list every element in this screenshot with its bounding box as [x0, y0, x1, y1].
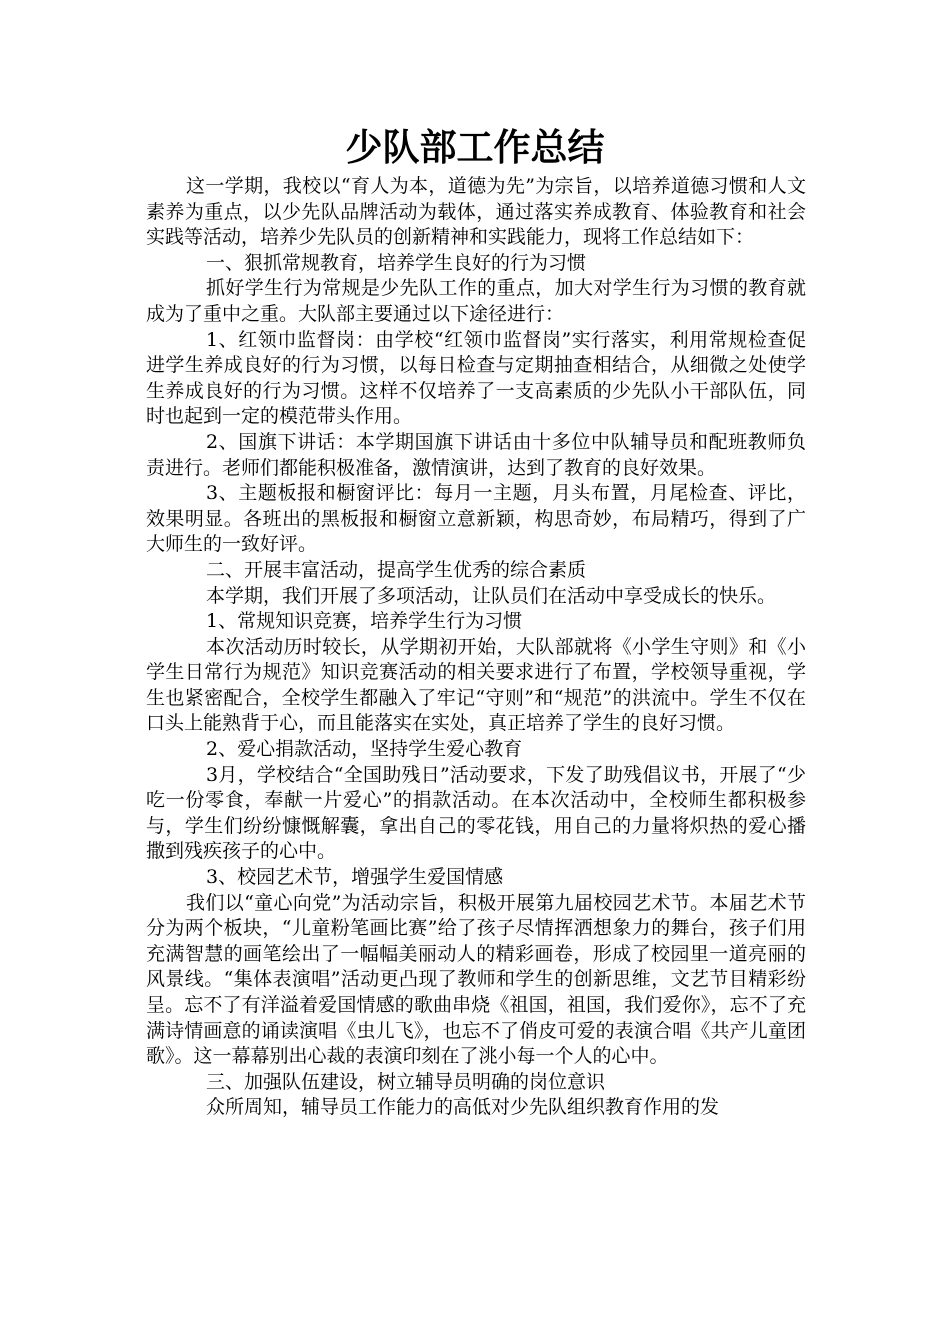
- paragraph: 我们以“童心向党”为活动宗旨，积极开展第九届校园艺术节。本届艺术节分为两个板块，“儿童粉笔画比赛”给了孩子尽情挥洒想象力的舞台，孩子们用充满智慧的画笔绘出了一幅幅美丽动人的精彩画卷，形成了校园里一道亮丽的风景线。“集体表演唱”活动更凸现了教师和学生的创新思维，文艺节目精彩纷呈。忘不了有洋溢着爱国情感的歌曲串烧《祖国，祖国，我们爱你》，忘不了充满诗情画意的诵读演唱《虫儿飞》，也忘不了俏皮可爱的表演合唱《共产儿童团歌》。这一幕幕别出心裁的表演印刻在了洮小每一个人的心中。: [146, 891, 806, 1068]
- paragraph: 本学期，我们开展了多项活动，让队员们在活动中享受成长的快乐。: [206, 584, 777, 607]
- paragraph: 3、主题板报和橱窗评比：每月一主题，月头布置，月尾检查、评比，效果明显。各班出的黑板报和橱窗立意新颖，构思奇妙，布局精巧，得到了广大师生的一致好评。: [146, 482, 806, 556]
- section-heading: 三、加强队伍建设，树立辅导员明确的岗位意识: [206, 1070, 606, 1093]
- subsection-heading: 1、常规知识竞赛，培养学生行为习惯: [206, 610, 523, 633]
- section-heading: 一、狠抓常规教育，培养学生良好的行为习惯: [206, 251, 587, 274]
- subsection-heading: 2、爱心捐款活动，坚持学生爱心教育: [206, 738, 523, 761]
- paragraph: 1、红领巾监督岗：由学校“红领巾监督岗”实行落实，利用常规检查促进学生养成良好的行为习惯，以每日检查与定期抽查相结合，从细微之处使学生养成良好的行为习惯。这样不仅培养了一支高素质的少先队小干部队伍，同时也起到一定的模范带头作用。: [146, 328, 806, 428]
- paragraph: 本次活动历时较长，从学期初开始，大队部就将《小学生守则》和《小学生日常行为规范》知识竞赛活动的相关要求进行了布置，学校领导重视，学生也紧密配合，全校学生都融入了牢记“守则”和“规范”的洪流中。学生不仅在口头上能熟背于心，而且能落实在实处，真正培养了学生的良好习惯。: [146, 635, 806, 735]
- section-heading: 二、开展丰富活动，提高学生优秀的综合素质: [206, 558, 587, 581]
- paragraph: 这一学期，我校以“育人为本，道德为先”为宗旨，以培养道德习惯和人文素养为重点，以少先队品牌活动为载体，通过落实养成教育、体验教育和社会实践等活动，培养少先队员的创新精神和实践能力，现将工作总结如下：: [146, 175, 806, 249]
- paragraph: 抓好学生行为常规是少先队工作的重点，加大对学生行为习惯的教育就成为了重中之重。大队部主要通过以下途径进行：: [146, 277, 806, 325]
- paragraph: 2、国旗下讲话：本学期国旗下讲话由十多位中队辅导员和配班教师负责进行。老师们都能积极准备，激情演讲，达到了教育的良好效果。: [146, 430, 806, 479]
- document-body: [146, 174, 806, 1121]
- paragraph: 众所周知，辅导员工作能力的高低对少先队组织教育作用的发: [206, 1096, 720, 1119]
- subsection-heading: 3、校园艺术节，增强学生爱国情感: [206, 866, 504, 889]
- document-title: 少队部工作总结: [345, 126, 605, 169]
- paragraph: 3月，学校结合“全国助残日”活动要求，下发了助残倡议书，开展了“少吃一份零食，奉献一片爱心”的捐款活动。在本次活动中，全校师生都积极参与，学生们纷纷慷慨解囊，拿出自己的零花钱，用自己的力量将炽热的爱心播撒到残疾孩子的心中。: [146, 763, 806, 863]
